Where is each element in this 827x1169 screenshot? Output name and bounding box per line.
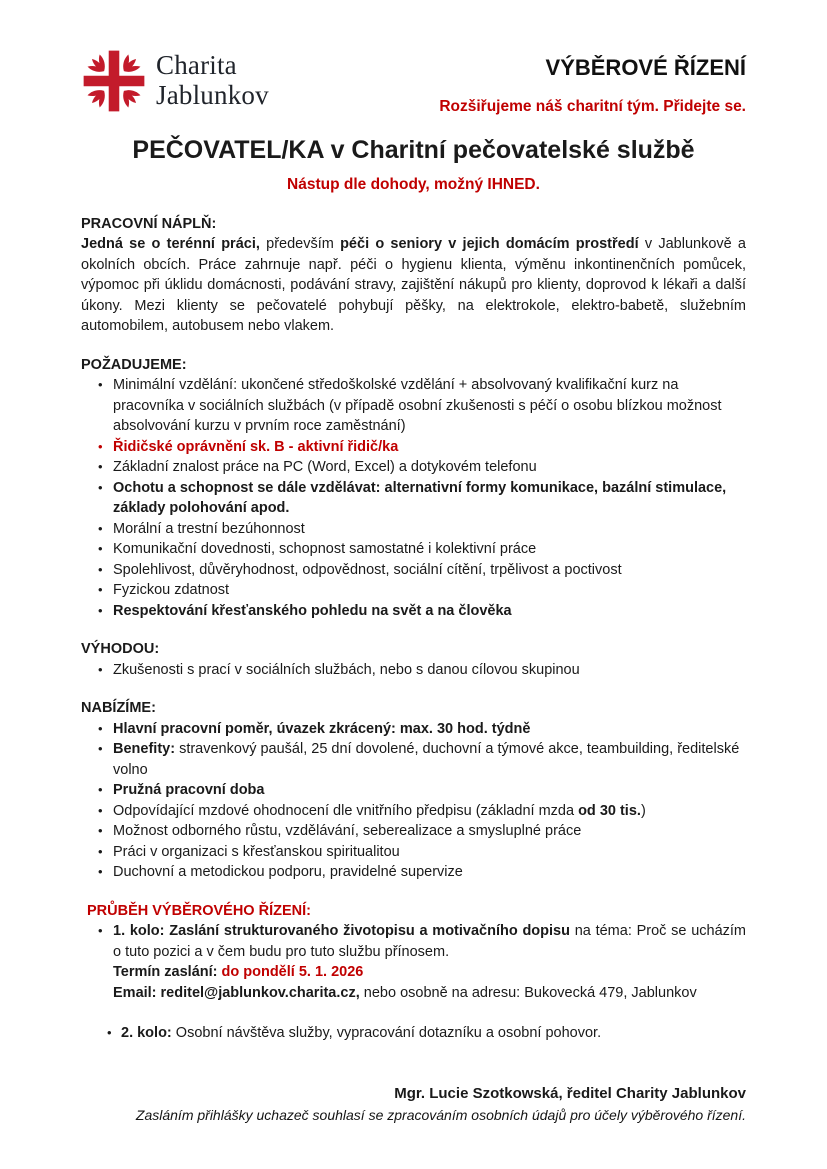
list-item-text [113,739,746,780]
bullet-icon: • [98,520,103,536]
list-item-text: Ochotu a schopnost se dále vzdělávat: alternativní formy komunikace, bazální stimulace, základy polohování apod. [113,479,727,516]
section-pozadujeme [81,355,746,622]
intro-plain-segment: v Jablunkově a okolních obcích. Práce zahrnuje např. péči o hygienu klienta, výměnu inkontinenčních pomůcek, výpomoc při úklidu domácnosti, podávání stravy, zajištění nákupů pro klienty, doprovod k lékaři a další úkony. Mezi klienty se pečovatelé pohybují pěšky, na elektrokole, elektro-babetě, služebním automobilem, autobusem nebo vlakem. [81,236,747,334]
list-item [81,660,746,681]
list-item [81,437,746,458]
list-item-text [113,801,746,822]
list-item-text: Komunikační dovednosti, schopnost samostatné i kolektivní práce [113,541,537,557]
bullet-icon: • [98,782,103,797]
list-item-round2 [81,1023,746,1044]
bullet-icon: • [98,602,103,618]
bullet-icon: • [98,561,103,577]
section-heading: POŽADUJEME: [81,356,187,373]
list-item [81,821,746,842]
list-item-text: Pružná pracovní doba [113,782,265,798]
job-description-paragraph [81,234,746,337]
list-item [81,560,746,581]
list-item-text: Duchovní a metodickou podporu, pravidelné supervize [113,864,463,880]
deadline-label: Termín zaslání: [113,964,222,980]
round2-bold-segment: 2. kolo: [121,1025,176,1041]
list-item [81,375,746,437]
intro-bold-segment: péči o seniory v jejich domácím prostředí [340,236,639,252]
announcement-title: VÝBĚROVÉ ŘÍZENÍ [545,55,746,80]
bullet-icon: • [98,479,103,495]
charita-jablunkov-logo [81,48,269,114]
section-heading: PRACOVNÍ NÁPLŇ: [81,215,217,232]
email-plain-segment: nebo osobně na adresu: Bukovecká 479, Jablunkov [359,984,697,1001]
list-item [81,719,746,740]
list-item [81,478,746,519]
gdpr-consent-note: Zasláním přihlášky uchazeč souhlasí se zpracováním osobních údajů pro účely výběrového řízení. [135,1107,746,1123]
list-item-text: Fyzickou zdatnost [113,582,230,598]
intro-plain-segment: především [259,236,341,252]
bullet-icon: • [98,843,103,859]
section-vyhodou [81,639,746,680]
header-right-block [439,56,746,118]
round2-content [121,1023,746,1044]
list-item-round1 [81,921,746,1003]
list-item-text: Práci v organizaci s křesťanskou spiritualitou [113,843,400,860]
bullet-icon: • [98,661,103,677]
list-item [81,519,746,540]
list-item [81,842,746,863]
caritas-cross-flames-icon [81,48,147,114]
list-item [81,801,746,822]
round1-content [113,921,746,1003]
bullet-icon: • [98,459,103,474]
job-title: PEČOVATEL/KA v Charitní pečovatelské službě [132,136,695,164]
email-line [113,983,746,1004]
bullet-icon: • [98,582,103,597]
bullet-icon: • [98,923,103,938]
email-address: Email: reditel@jablunkov.charita.cz, [113,984,360,1001]
list-item-text: Zkušenosti s prací v sociálních službách, nebo s danou cílovou skupinou [113,661,580,678]
bullet-icon: • [98,823,103,838]
salary-bold-segment: od 30 tis. [578,802,641,819]
logo-wordmark [156,50,269,114]
list-item-text: Minimální vzdělání: ukončené středoškolské vzdělání + absolvovaný kvalifikační kurz na pracovníka v sociálních službách (v případě osobní zkušenosti s péčí o osobu blízkou možnost absolvování kurzu v prvním roce zaměstnání) [113,377,722,434]
bullet-icon: • [98,541,103,556]
document-header [81,48,746,118]
bullet-icon: • [98,741,103,756]
section-prubeh-rizeni [81,901,746,1044]
section-heading: PRŮBĚH VÝBĚROVÉHO ŘÍZENÍ: [87,902,311,919]
list-item-text: Spolehlivost, důvěryhodnost, odpovědnost, sociální cítění, trpělivost a poctivost [113,561,622,578]
round1-plain-segment: na téma: Proč se ucházím o tuto pozici a v čem budu pro tuto službu přínosem. [113,923,746,960]
document-footer [81,1084,746,1126]
list-item [81,780,746,801]
list-item [81,539,746,560]
round2-plain-segment: Osobní návštěva služby, vypracování dotazníku a osobní pohovor. [175,1025,602,1041]
logo-org-name-line2: Jablunkov [156,80,269,110]
salary-plain-segment: Odpovídající mzdové ohodnocení dle vnitřního předpisu (základní mzda [113,802,579,819]
section-nabizime [81,698,746,883]
intro-bold-segment: Jedná se o terénní práci, [81,236,260,252]
salary-end-segment: ) [640,802,646,819]
list-item [81,862,746,883]
bullet-icon: • [98,377,103,392]
benefits-detail: stravenkový paušál, 25 dní dovolené, duchovní a týmové akce, teambuilding, ředitelské volno [113,741,740,778]
bullet-icon: • [98,864,103,879]
list-item-text: Řidičské oprávnění sk. B - aktivní řidič/ka [113,438,399,455]
signature-line: Mgr. Lucie Szotkowská, ředitel Charity Jablunkov [394,1084,746,1102]
list-item-text: Možnost odborného růstu, vzdělávání, seberealizace a smysluplné práce [113,823,582,839]
section-heading: NABÍZÍME: [81,700,156,716]
announcement-tagline: Rozšiřujeme náš charitní tým. Přidejte se. [439,98,746,115]
deadline-date: do pondělí 5. 1. 2026 [221,964,364,980]
list-item-text: Morální a trestní bezúhonnost [113,520,305,537]
section-heading: VÝHODOU: [81,641,160,657]
round1-bold-segment: 1. kolo: Zaslání strukturovaného životopisu a motivačního dopisu [113,923,570,939]
round1-line [113,921,746,962]
list-item-text: Hlavní pracovní poměr, úvazek zkrácený: max. 30 hod. týdně [113,720,531,737]
bullet-icon: • [98,438,103,454]
benefits-label: Benefity: [113,741,176,757]
logo-org-name-line1: Charita [156,50,237,80]
list-item [81,580,746,601]
list-item [81,457,746,478]
list-item [81,739,746,780]
deadline-line [113,962,746,983]
bullet-icon: • [98,802,103,818]
bullet-icon: • [98,720,103,736]
list-item [81,601,746,622]
list-item-text: Základní znalost práce na PC (Word, Excel) a dotykovém telefonu [113,459,537,475]
section-pracovni-napln [81,214,746,337]
job-start-note: Nástup dle dohody, možný IHNED. [287,176,540,193]
bullet-icon: • [107,1025,112,1040]
list-item-text: Respektování křesťanského pohledu na svět a na člověka [113,602,512,619]
